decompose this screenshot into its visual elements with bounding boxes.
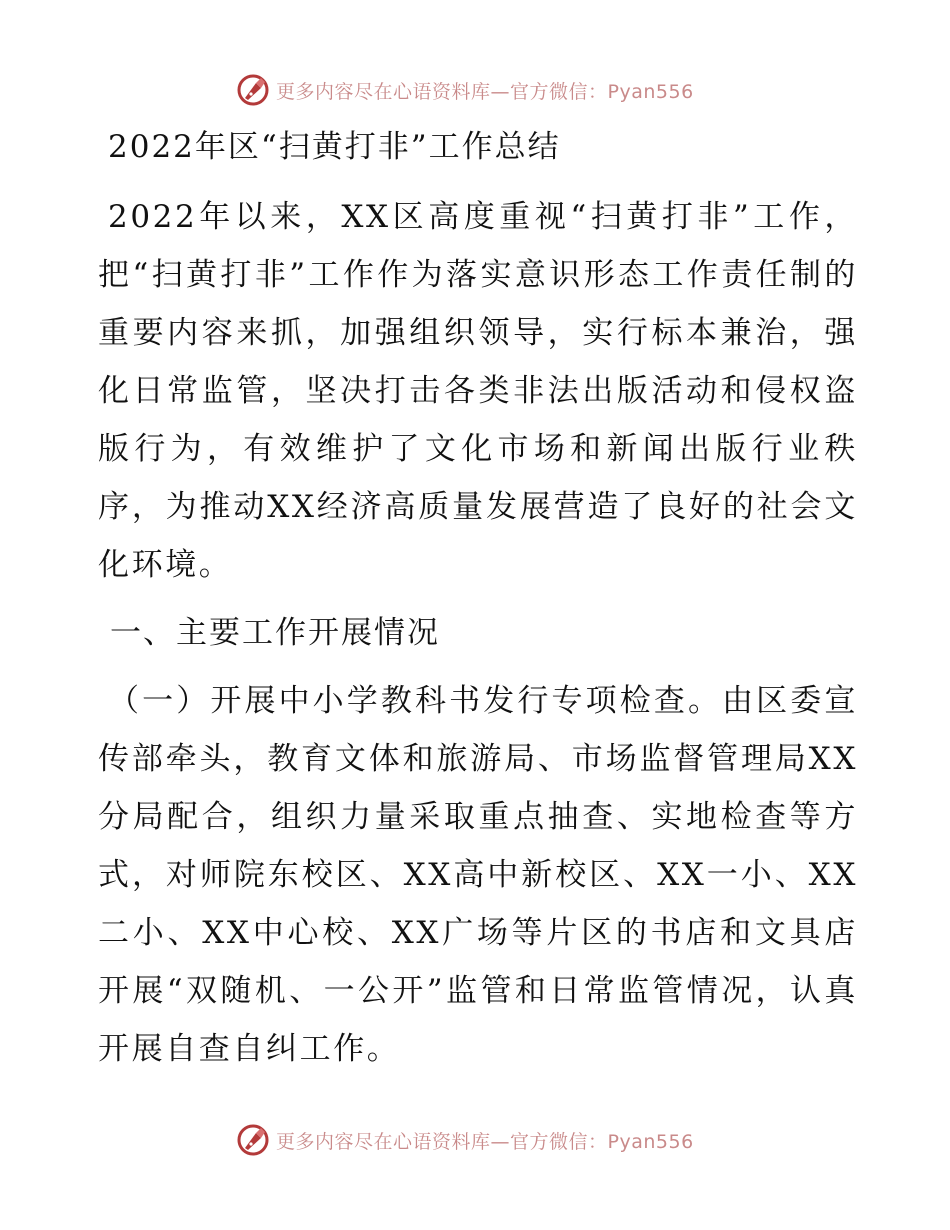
watermark-footer [236,1122,694,1158]
watermark-header [236,72,694,108]
watermark-text: 更多内容尽在心语资料库—官方微信：Pyan556 [276,80,694,103]
pen-nib-circle-icon [236,1123,270,1157]
document-body [98,122,858,1078]
intro-paragraph: 2022年以来，XX区高度重视“扫黄打非”工作，把“扫黄打非”工作作为落实意识形态工作责任制的重要内容来抓，加强组织领导，实行标本兼治，强化日常监管，坚决打击各类非法出版活动和侵权盗版行为，有效维护了文化市场和新闻出版行业秩序，为推动XX经济高质量发展营造了良好的社会文化环境。 [98,199,858,583]
section-heading: 一、主要工作开展情况 [110,615,440,651]
section-paragraph-1: （一）开展中小学教科书发行专项检查。由区委宣传部牵头，教育文体和旅游局、市场监督管理局XX分局配合，组织力量采取重点抽查、实地检查等方式，对师院东校区、XX高中新校区、XX一小、XX二小、XX中心校、XX广场等片区的书店和文具店开展“双随机、一公开”监管和日常监管情况，认真开展自查自纠工作。 [98,683,858,1067]
pen-nib-circle-icon [236,73,270,107]
watermark-text: 更多内容尽在心语资料库—官方微信：Pyan556 [276,1130,694,1153]
document-title: 2022年区“扫黄打非”工作总结 [108,129,561,165]
